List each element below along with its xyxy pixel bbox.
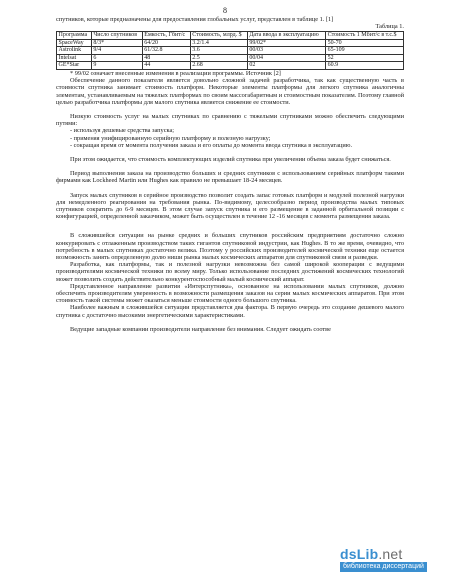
table-cell: 9 — [91, 62, 142, 70]
paragraph: Запуск малых спутников в серийное производство позволит создать запас готовых платформ и модулей полезной нагрузки для немедленного реагирования на требования рынка. По-видимому, целесообразно период производства малых типовых спутников сократить до 6-9 месяцев. В этом случае запуск спутника и его размещение в заданной орбитальной позиции с конфигурацией, определенной заказчиком, может быть осуществлен в течение 12 -16 месяцев с момента размещения заказа. — [56, 191, 404, 221]
table-cell: 00/04 — [247, 54, 325, 62]
table-cell: 44 — [142, 62, 190, 70]
table-row — [57, 62, 404, 70]
paragraph-gap — [56, 319, 404, 326]
table-cell: Astrolink — [57, 47, 92, 55]
dslib-watermark — [340, 546, 440, 576]
table-cell: 60.9 — [326, 62, 404, 70]
table-cell: 61/32.8 — [142, 47, 190, 55]
dslib-logo: dsLib.net — [340, 546, 403, 562]
page-number: 8 — [223, 6, 227, 15]
table-cell: SpaceWay — [57, 39, 92, 47]
table-cell: 64/20 — [142, 39, 190, 47]
paragraph-gap — [56, 163, 404, 170]
table-cell: Intelsat — [57, 54, 92, 62]
intro-line: спутников, которые предназначены для предоставления глобальных услуг, представлен в таблице 1. [1] — [56, 16, 334, 23]
table-cell: 99/02* — [247, 39, 325, 47]
table-row — [57, 54, 404, 62]
paragraph-gap — [56, 220, 404, 232]
bullet-item: - сокращая время от момента получения заказа и его оплаты до момента ввода спутника в эксплуатацию. — [70, 141, 353, 149]
table-header-cell: Число спутников — [91, 32, 142, 40]
table-note: * 99/02 означает внесенные изменения в реализации программы. Источник [2] — [70, 69, 281, 77]
paragraph: Период выполнения заказа на производство больших и средних спутников с использованием серийных платформ такими фирмами как Lockheed Martin или Hughes как правило не превышает 18-24 месяцев. — [56, 170, 404, 185]
table-header-cell: Дата ввода в эксплуатацию — [247, 32, 325, 40]
table-cell: 2.5 — [190, 54, 247, 62]
table-cell: 50-70 — [326, 39, 404, 47]
watermark-subtitle: библиотека диссертаций — [340, 562, 427, 572]
table-header-cell: Стоимость 1 Мбит/с в т.с.$ — [326, 32, 404, 40]
paragraph-gap — [56, 149, 404, 156]
table-cell: GE*Star — [57, 62, 92, 70]
paragraph: Наиболее важным в сложившейся ситуации представляется два фактора. В первую очередь это создание дешевого малого спутника с достаточно высокими энергетическими характеристиками. — [56, 304, 404, 319]
document-body — [56, 16, 404, 333]
table-header-cell: Программа — [57, 32, 92, 40]
table-cell: 8/3* — [91, 39, 142, 47]
paragraph: Низкую стоимость услуг на малых спутниках по сравнению с тяжелыми спутниками можно обеспечить следующими путями: — [56, 112, 404, 128]
bullet-item: - применяя унифицированную серийную платформу и полезную нагрузку; — [70, 134, 271, 142]
table-header-cell: Стоимость, млрд. $ — [190, 32, 247, 40]
table-cell: 6 — [91, 54, 142, 62]
paragraph-gap — [56, 106, 404, 113]
table-cell: 00/03 — [247, 47, 325, 55]
paragraph: При этом ожидается, что стоимость комплектующих изделий спутника при увеличении объема заказа будет снижаться. — [70, 155, 391, 163]
table-cell: 2.68 — [190, 62, 247, 70]
table-cell: 9/4 — [91, 47, 142, 55]
table-header-row — [57, 32, 404, 40]
table-cell: 48 — [142, 54, 190, 62]
table-cell: 3.6 — [190, 47, 247, 55]
table-row — [57, 39, 404, 47]
paragraph: В сложившейся ситуации на рынке средних и больших спутников российским предприятиям достаточно сложно конкурировать с отлаженным производством таких гигантов спутниковой индустрии, как Hughes. В то же время, очевидно, что потребность в малых спутниках достаточно велика. Поэтому у российских производителей космической техники еще остается возможность занять определенную долю ниши рынка малых космических аппаратов для спутниковой связи и разведки. — [56, 232, 404, 261]
table-cell: 52 — [326, 54, 404, 62]
table-cell: 3.2/1.4 — [190, 39, 247, 47]
table-caption: Таблица 1. — [375, 23, 404, 31]
satellites-table — [56, 31, 404, 70]
table-row — [57, 47, 404, 55]
table-header-cell: Емкость, Гбит/с — [142, 32, 190, 40]
bullet-item: - используя дешевые средства запуска; — [70, 127, 175, 135]
paragraph: Ведущие западные компании производители направление без внимания. Следует ожидать соотве — [70, 325, 331, 333]
paragraph-gap — [56, 185, 404, 192]
table-cell: 02 — [247, 62, 325, 70]
table-cell: 65-109 — [326, 47, 404, 55]
paragraph: Разработка, как платформы, так и полезной нагрузки невозможна без самой широкой кооперации с ведущими производителями космической техники по всему миру. Только использование последних достижений космических технологий может позволить создать действительно конкурентоспособный малый космический аппарат. — [56, 261, 404, 283]
paragraph: Представленное направление развития «Интерспутника», основанное на использовании малых спутников, должно обеспечить производителям уверенность в возможности размещения заказов на серии малых космических аппаратов. При этом стоимость такой системы может оказаться меньше стоимости одного большого спутника. — [56, 282, 404, 305]
paragraph: Обеспечение данного показателя является довольно сложной задачей разработчика, так как существенную часть в стоимости спутника занимает стоимость платформ. Некоторые элементы платформы для легкого спутника аналогичны элементам, устанавливаемым на тяжелых платформах по своим массогабаритным и стоимостным показателям. Поэтому главной целью разработчика платформы для малого спутника является снижение ее стоимости. — [56, 77, 404, 106]
